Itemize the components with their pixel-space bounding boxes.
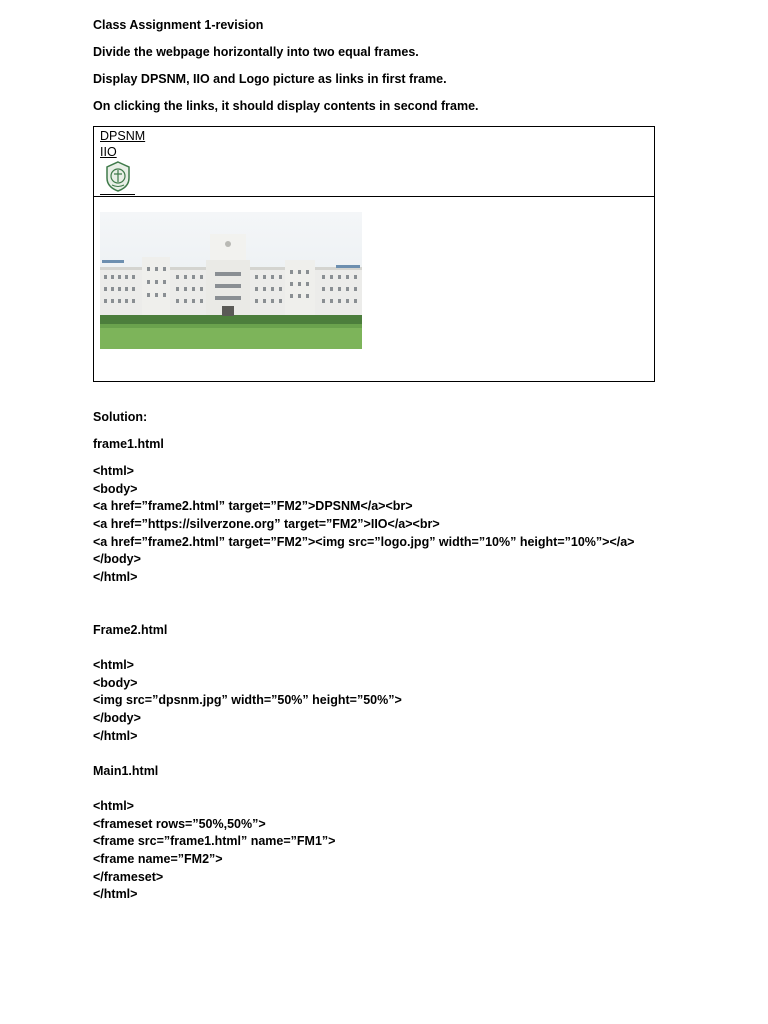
code-line: </html> <box>93 729 138 743</box>
code-line: <html> <box>93 799 134 813</box>
logo-link[interactable] <box>100 160 135 195</box>
solution-heading: Solution: <box>93 410 148 424</box>
code-line: <frame name=”FM2”> <box>93 852 223 866</box>
code-line: <a href=”https://silverzone.org” target=”FM2”>IIO</a><br> <box>93 517 440 531</box>
code-line: <html> <box>93 658 134 672</box>
school-crest-logo-icon <box>104 160 132 193</box>
school-building-photo-icon <box>100 212 362 349</box>
code-line: <html> <box>93 464 134 478</box>
iio-link[interactable]: IIO <box>100 145 117 159</box>
code-line: </html> <box>93 570 138 584</box>
code-line: <body> <box>93 676 138 690</box>
frames-preview <box>93 126 655 382</box>
code-line: </body> <box>93 711 141 725</box>
code-line: <a href=”frame2.html” target=”FM2”><img src=”logo.jpg” width=”10%” height=”10%”></a> <box>93 535 635 549</box>
dpsnm-link[interactable]: DPSNM <box>100 129 146 143</box>
file-name-frame1: frame1.html <box>93 437 164 451</box>
instruction-2: Display DPSNM, IIO and Logo picture as links in first frame. <box>93 72 447 86</box>
file-name-main1: Main1.html <box>93 764 159 778</box>
instruction-3: On clicking the links, it should display contents in second frame. <box>93 99 479 113</box>
code-line: <frameset rows=”50%,50%”> <box>93 817 266 831</box>
code-line: <img src=”dpsnm.jpg” width=”50%” height=”50%”> <box>93 693 402 707</box>
frame-divider <box>94 196 654 197</box>
instruction-1: Divide the webpage horizontally into two equal frames. <box>93 45 419 59</box>
code-line: <body> <box>93 482 138 496</box>
code-line: <a href=”frame2.html” target=”FM2”>DPSNM</a><br> <box>93 499 413 513</box>
code-line: </body> <box>93 552 141 566</box>
code-line: <frame src=”frame1.html” name=”FM1”> <box>93 834 336 848</box>
file-name-frame2: Frame2.html <box>93 623 168 637</box>
code-line: </frameset> <box>93 870 164 884</box>
code-line: </html> <box>93 887 138 901</box>
assignment-title: Class Assignment 1-revision <box>93 18 264 32</box>
